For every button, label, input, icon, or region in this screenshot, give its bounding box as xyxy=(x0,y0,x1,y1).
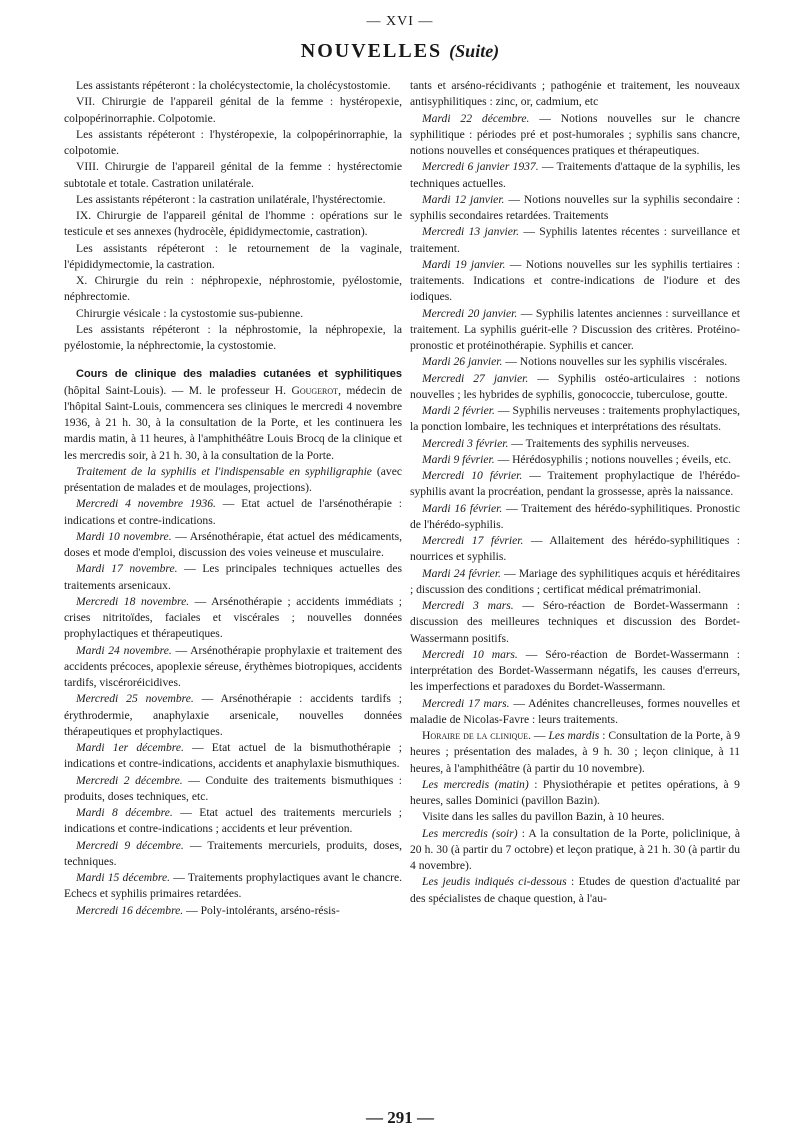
session-text: — Traitements prophylactiques avant le chancre. Echecs et syphilis primaires retardées. xyxy=(64,871,402,901)
session-text: — Traitement des hérédo-syphilitiques. Pronostic de l'hérédo-syphilis. xyxy=(410,501,740,531)
session-text: — Notions nouvelles sur le chancre syphilitique : périodes pré et post-humorales ; syphilis sans chancre, notions nouvelles et conséquences pratiques et thérapeutiques. xyxy=(410,111,740,157)
session-text: — Traitement prophylactique de l'hérédo-syphilis avant la procréation, pendant la grossesse, après la naissance. xyxy=(410,469,740,499)
surgery-paragraph: Chirurgie vésicale : la cystostomie sus-pubienne. xyxy=(76,306,304,320)
session-entry xyxy=(410,468,740,501)
session-entry xyxy=(410,111,740,160)
session-date: Mercredi 25 novembre. xyxy=(76,692,194,706)
session-date: Mardi 16 février. xyxy=(422,501,503,515)
page-title xyxy=(0,40,800,63)
session-entry xyxy=(410,192,740,225)
session-text: — Traitements des syphilis nerveuses. xyxy=(508,436,690,450)
session-text: — Etat actuel de l'arsénothérapie : indications et contre-indications. xyxy=(64,497,403,527)
wed-evening-text: : A la consultation de la Porte, policlinique, à 20 h. 30 (à partir du 7 octobre) et leçon pratique, à 21 h. 30 (à partir du 4 novembre). xyxy=(410,826,740,872)
title-suffix: (Suite) xyxy=(449,41,500,61)
session-entry xyxy=(410,696,740,729)
session-text: — Poly-intolérants, arséno-résis- xyxy=(183,903,340,917)
session-text: — Syphilis ostéo-articulaires : notions nouvelles ; les hybrides de syphilis, gonococcie, tuberculose, goutte. xyxy=(410,371,741,401)
session-entry xyxy=(410,257,740,306)
session-text: — Notions nouvelles sur la syphilis secondaire : syphilis secondaires retardées. Traitements xyxy=(410,192,740,222)
session-entry xyxy=(410,306,740,355)
session-text: — Conduite des traitements bismuthiques : produits, doses techniques, etc. xyxy=(64,773,402,803)
course-heading: Cours de clinique des maladies cutanées et syphilitiques xyxy=(76,368,402,381)
sessions-right xyxy=(410,111,740,729)
session-entry xyxy=(64,496,402,529)
session-entry xyxy=(64,643,402,692)
session-entry xyxy=(64,691,402,740)
session-date: Mercredi 3 février. xyxy=(422,436,509,450)
wed-morning-label: Les mercredis xyxy=(422,777,490,791)
session-date: Mercredi 20 janvier. xyxy=(422,306,518,320)
session-date: Mercredi 16 décembre. xyxy=(76,903,184,917)
surgery-paragraph: Les assistants répéteront : le retournement de la vaginale, l'épididymectomie, la castration. xyxy=(64,241,402,271)
session-text: — Syphilis nerveuses : traitements prophylactiques, la ponction lombaire, les techniques et interprétations des résultats. xyxy=(410,404,740,434)
session-entry xyxy=(64,594,402,643)
session-text: — Adénites chancrelleuses, formes nouvelles et maladie de Nicolas-Favre : leurs traitements. xyxy=(410,696,740,726)
session-entry xyxy=(410,452,740,468)
surgery-paragraph: Les assistants répéteront : la castration unilatérale, l'hystérectomie. xyxy=(76,192,386,206)
session-date: Mercredi 18 novembre. xyxy=(76,594,190,608)
tuesdays-text: : Consultation de la Porte, à 9 heures ; présentation des malades, à 9 h. 30 ; leçon clinique, à 11 heures, à l'amphithéâtre (à partir du 10 novembre). xyxy=(410,729,740,775)
surgery-paragraph: VIII. Chirurgie de l'appareil génital de la femme : hystérectomie subtotale et totale. Castration unilatérale. xyxy=(64,160,402,190)
session-date: Mardi 17 novembre. xyxy=(76,562,178,576)
left-column xyxy=(64,78,402,919)
session-date: Mercredi 13 janvier. xyxy=(422,225,520,239)
session-text: — Syphilis latentes anciennes : surveillance et traitement. La syphilis guérit-elle ? Discussion des critères. Protéino-pronostic et protéinothérapie. Syphilis et cancer. xyxy=(410,306,740,352)
schedule-tuesdays: Horaire de la clinique. — Les mardis : Consultation de la Porte, à 9 heures ; présentation des malades, à 9 h. 30 ; leçon clinique, à 11 heures, à l'amphithéâtre (à partir du 10 novembre). xyxy=(410,729,740,775)
session-entry xyxy=(64,529,402,562)
session-text: — Traitements mercuriels, produits, doses, techniques. xyxy=(64,838,402,868)
session-date: Mardi 2 février. xyxy=(422,404,495,417)
session-date: Mercredi 3 mars. xyxy=(422,599,514,612)
schedule-visit: Visite dans les salles du pavillon Bazin, à 10 heures. xyxy=(422,810,665,824)
session-text: — Arsénothérapie, état actuel des médicaments, doses et mode d'emploi, discussion des voies veineuse et musculaire. xyxy=(64,529,402,559)
session-text: — Séro-réaction de Bordet-Wassermann : interprétation des Bordet-Wassermann négatifs, les causes d'erreurs, les imperfections et paradoxes du Bordet-Wassermann. xyxy=(410,647,740,694)
session-text: — Séro-réaction de Bordet-Wassermann : discussion des meilleures techniques et discussion des Bordet-Wassermann positifs. xyxy=(410,599,740,645)
session-date: Mardi 19 janvier. xyxy=(422,257,506,271)
session-date: Mercredi 6 janvier 1937. xyxy=(422,160,539,174)
thursdays-label: Les jeudis indiqués ci-dessous xyxy=(422,875,567,889)
session-entry xyxy=(64,838,402,871)
schedule-wed-morning xyxy=(410,777,740,810)
surgery-list xyxy=(64,78,402,354)
session-entry xyxy=(410,598,740,647)
session-date: Mercredi 17 février. xyxy=(422,534,524,547)
course-subject xyxy=(64,464,402,497)
session-entry xyxy=(410,436,740,452)
session-date: Mardi 22 décembre. xyxy=(422,111,530,125)
session-date: Mardi 15 décembre. xyxy=(76,871,171,884)
session-text: — Les principales techniques actuelles des traitements arsenicaux. xyxy=(64,562,402,592)
session-text: — Etat actuel de la bismuthothérapie ; indications et contre-indications, accidents et anaphylaxie bismuthiques. xyxy=(64,741,402,771)
session-entry xyxy=(64,870,402,903)
session-date: Mardi 9 février. xyxy=(422,452,495,466)
session-date: Mardi 12 janvier. xyxy=(422,192,505,206)
session-entry xyxy=(64,740,402,773)
session-text: — Notions nouvelles sur les syphilis viscérales. xyxy=(502,355,728,369)
surgery-paragraph: X. Chirurgie du rein : néphropexie, néphrostomie, pyélostomie, néphrectomie. xyxy=(64,274,402,304)
surgery-paragraph: VII. Chirurgie de l'appareil génital de la femme : hystéropexie, colpopérinorraphie. Colpotomie. xyxy=(64,95,402,125)
session-entry xyxy=(64,561,402,594)
session-date: Mardi 10 novembre. xyxy=(76,529,172,543)
session-date: Mardi 26 janvier. xyxy=(422,355,503,369)
wed-morning-paren: (matin) xyxy=(494,777,529,791)
right-column xyxy=(410,78,740,907)
schedule-wed-evening xyxy=(410,826,740,875)
session-date: Mardi 8 décembre. xyxy=(76,806,173,819)
session-text: — Traitements d'attaque de la syphilis, les techniques actuelles. xyxy=(410,160,740,190)
session-text: — Arsénothérapie prophylaxie et traitement des accidents précoces, apoplexie séreuse, érythèmes biotropiques, accidents tardifs, viscéroréicidives. xyxy=(64,643,402,689)
session-date: Mercredi 10 mars. xyxy=(422,647,518,661)
title-text: NOUVELLES xyxy=(300,40,443,62)
session-date: Mercredi 27 janvier. xyxy=(422,371,529,385)
page-number-bottom: — 291 — xyxy=(366,1108,434,1127)
surgery-paragraph: Les assistants répéteront : la néphrostomie, la néphropexie, la pyélostomie, la néphrectomie, la cystostomie. xyxy=(64,322,402,352)
session-text: — Notions nouvelles sur les syphilis tertiaires : traitements. Indications et contre-indications de l'iodure et des iodiques. xyxy=(410,257,740,304)
surgery-paragraph: Les assistants répéteront : la cholécystectomie, la cholécystostomie. xyxy=(76,79,391,92)
session-date: Mardi 24 novembre. xyxy=(76,643,172,657)
wed-evening-label: Les mercredis xyxy=(422,826,488,840)
course-subject-title: Traitement de la syphilis et l'indispensable en syphiligraphie xyxy=(76,464,372,478)
session-text: — Etat actuel des traitements mercuriels ; indications et contre-indications ; accidents et leur prévention. xyxy=(64,806,403,836)
session-entry xyxy=(410,647,740,696)
session-text: — Mariage des syphilitiques acquis et héréditaires ; discussion des conditions ; certificat médical prématrimonial. xyxy=(410,566,740,596)
surgery-paragraph: Les assistants répéteront : l'hystéropexie, la colpopérinorraphie, la colpotomie. xyxy=(64,127,402,157)
schedule-label: Horaire de la clinique. xyxy=(422,729,531,742)
thursdays-text: : Etudes de question d'actualité par des spécialistes de chaque question, à l'au- xyxy=(410,875,740,905)
course-intro-a: (hôpital Saint-Louis). — M. le professeur H. xyxy=(64,383,292,397)
session-date: Mardi 24 février. xyxy=(422,566,501,580)
session-date: Mercredi 10 février. xyxy=(422,469,523,482)
session-entry xyxy=(410,371,740,404)
session-text: — Arsénothérapie ; accidents immédiats ; crises nitritoïdes, faciales et viscérales ; nouvelles données prophylactiques et thérapeutiques. xyxy=(64,594,402,641)
surgery-paragraph: IX. Chirurgie de l'appareil génital de l'homme : opérations sur le testicule et ses annexes (hydrocèle, épididymectomie, castration). xyxy=(64,209,402,239)
session-date: Mercredi 4 novembre 1936. xyxy=(76,497,216,511)
session-entry xyxy=(410,354,740,370)
session-entry xyxy=(410,403,740,436)
course-announcement xyxy=(64,366,402,464)
session-entry xyxy=(64,805,402,838)
wed-evening-paren: (soir) xyxy=(491,826,518,840)
course-subject-rest: (avec présentation de malades et de moulages, projections). xyxy=(64,464,403,494)
schedule-thursdays xyxy=(410,874,740,907)
session-date: Mercredi 9 décembre. xyxy=(76,838,184,852)
continuation-text: tants et arséno-récidivants ; pathogénie et traitement, les nouveaux antisyphilitiques : zinc, or, cadmium, etc xyxy=(410,79,740,109)
session-entry xyxy=(410,159,740,192)
professor-name: Gougerot xyxy=(291,383,339,397)
session-text: — Arsénothérapie : accidents tardifs ; érythrodermie, anaphylaxie arsenicale, nouvelles données thérapeutiques et prophylactiques. xyxy=(64,692,402,738)
session-text: — Syphilis latentes récentes : surveillance et traitement. xyxy=(410,225,740,255)
session-entry xyxy=(410,501,740,534)
session-date: Mercredi 17 mars. xyxy=(422,696,510,710)
tuesdays-label: Les mardis xyxy=(548,729,600,742)
session-date: Mardi 1er décembre. xyxy=(76,741,184,754)
session-entry xyxy=(410,566,740,599)
session-entry xyxy=(64,903,402,919)
session-entry xyxy=(64,773,402,806)
session-entry xyxy=(410,533,740,566)
page-number-top: — XVI — xyxy=(366,14,434,29)
session-text: — Hérédosyphilis ; notions nouvelles ; éveils, etc. xyxy=(494,452,732,466)
session-entry xyxy=(410,224,740,257)
course-intro-b: , médecin de l'hôpital Saint-Louis, commencera ses cliniques le mercredi 4 novembre 1936, à 21 h. 30, à la consultation de la Porte, et les continuera les mardis matin, à 11 heures, à l'amphithéâtre Louis Brocq de la clinique et les mercredis soir, à 21 h. 30, à la consultation de la Porte. xyxy=(64,383,402,462)
wed-morning-text: : Physiothérapie et petites opérations, à 9 heures, salles Dominici (pavillon Bazin). xyxy=(410,777,740,807)
session-date: Mercredi 2 décembre. xyxy=(76,773,183,787)
session-text: — Allaitement des hérédo-syphilitiques : nourrices et syphilis. xyxy=(410,534,740,564)
sessions-left xyxy=(64,496,402,919)
